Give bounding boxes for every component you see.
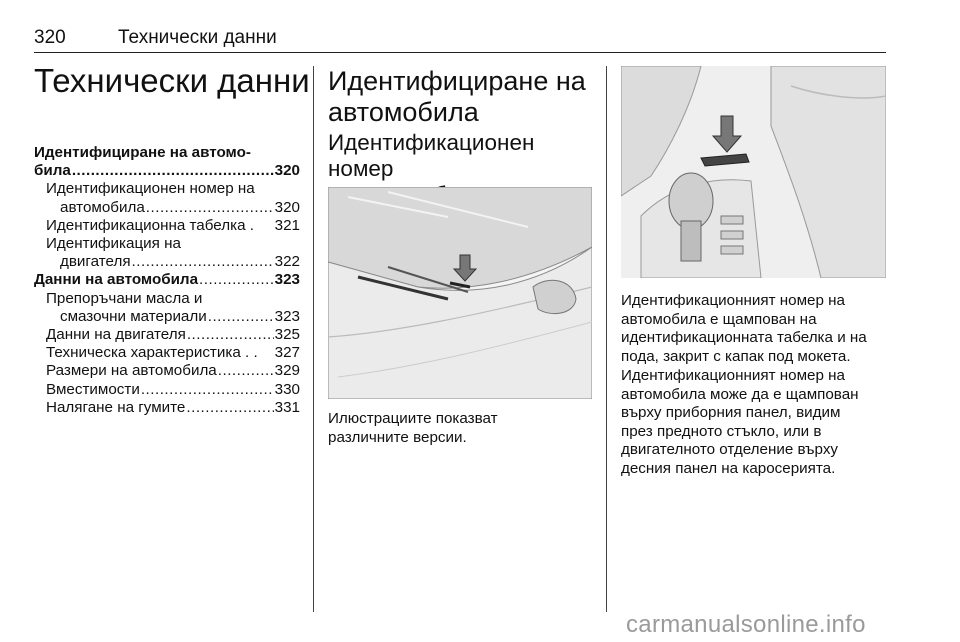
toc-label-line: Данни на двигателя [46, 326, 186, 344]
figure1-caption [328, 410, 592, 447]
toc-label-line: Идентификационна табелка . [46, 216, 254, 234]
toc-entry-vehicle-data[interactable] [34, 271, 300, 289]
toc-page: 320 [274, 198, 300, 216]
toc-label-line: Налягане на гумите [46, 398, 186, 416]
section-subtitle-line: Идентификационен номер [328, 130, 535, 181]
running-header-title: Технически данни [118, 27, 277, 48]
caption-line: Илюстрациите показват [328, 410, 498, 427]
paragraph-line: двигателното отделение върху [621, 441, 839, 458]
toc-page: 331 [274, 398, 300, 416]
toc-entry-capacities[interactable] [34, 381, 300, 399]
paragraph-line: автомобила е щампован на [621, 310, 817, 328]
toc-entry-engine-data[interactable] [34, 326, 300, 344]
toc-page: 322 [274, 253, 300, 271]
toc-label-line: Препоръчани масла и [46, 289, 203, 307]
column-divider-left [313, 66, 314, 612]
windshield-illustration-svg [328, 187, 592, 399]
toc-page: 323 [274, 307, 300, 325]
toc-page: 321 [274, 216, 300, 234]
toc-label-line: Данни на автомобила [34, 271, 199, 289]
toc-entry-vin[interactable] [34, 180, 300, 216]
toc-label-line: двигателя [60, 253, 131, 271]
toc-page: 323 [274, 271, 300, 289]
chapter-title: Технически данни [34, 62, 310, 99]
windshield-vin-illustration [328, 187, 592, 399]
toc-label-line: била [34, 162, 71, 180]
toc-entry-id-plate[interactable] [34, 217, 300, 235]
paragraph-line: върху приборния панел, видим [621, 404, 841, 421]
paragraph-line: през предното стъкло, или в [621, 422, 822, 440]
watermark: carmanualsonline.info [626, 611, 866, 638]
toc-entry-oils[interactable] [34, 290, 300, 326]
page-header [34, 22, 886, 53]
toc-label-line: Вместимости [46, 380, 140, 398]
toc-entry-dimensions[interactable] [34, 362, 300, 380]
caption-line: различните версии. [328, 428, 467, 446]
toc-entry-performance[interactable] [34, 344, 300, 362]
table-of-contents [34, 144, 300, 417]
paragraph-vin-floor [621, 292, 891, 366]
toc-label-line: Размери на автомобила [46, 362, 217, 380]
toc-label-line: автомобила [60, 198, 145, 216]
section-title-line: Идентифициране на [328, 66, 586, 96]
toc-page: 320 [274, 162, 300, 180]
toc-page: 329 [274, 362, 300, 380]
page-number: 320 [34, 27, 66, 48]
toc-page: 330 [274, 380, 300, 398]
toc-entry-engine-id[interactable] [34, 235, 300, 271]
paragraph-line: Идентификационният номер на [621, 367, 845, 384]
toc-label-line: Техническа характеристика . . [46, 344, 258, 362]
toc-entry-vehicle-identification[interactable] [34, 144, 300, 180]
paragraph-line: десния панел на каросерията. [621, 459, 836, 477]
section-title-line: автомобила [328, 97, 479, 127]
floor-illustration-svg [621, 66, 886, 278]
toc-label-line: смазочни материали [60, 307, 207, 325]
section-title [328, 66, 600, 128]
toc-page: 327 [274, 344, 300, 362]
toc-page: 325 [274, 326, 300, 344]
paragraph-line: пода, закрит с капак под мокета. [621, 347, 851, 365]
paragraph-vin-dashboard [621, 367, 891, 478]
column-divider-right [606, 66, 607, 612]
paragraph-line: идентификационната табелка и на [621, 329, 867, 346]
paragraph-line: автомобила може да е щампован [621, 385, 859, 403]
floor-vin-illustration [621, 66, 886, 278]
paragraph-line: Идентификационният номер на [621, 292, 845, 309]
toc-label-line: Идентификационен номер на [46, 180, 255, 198]
toc-label-line: Идентифициране на автомо- [34, 144, 251, 161]
toc-entry-tyre-pressure[interactable] [34, 399, 300, 417]
toc-label-line: Идентификация на [46, 235, 181, 253]
